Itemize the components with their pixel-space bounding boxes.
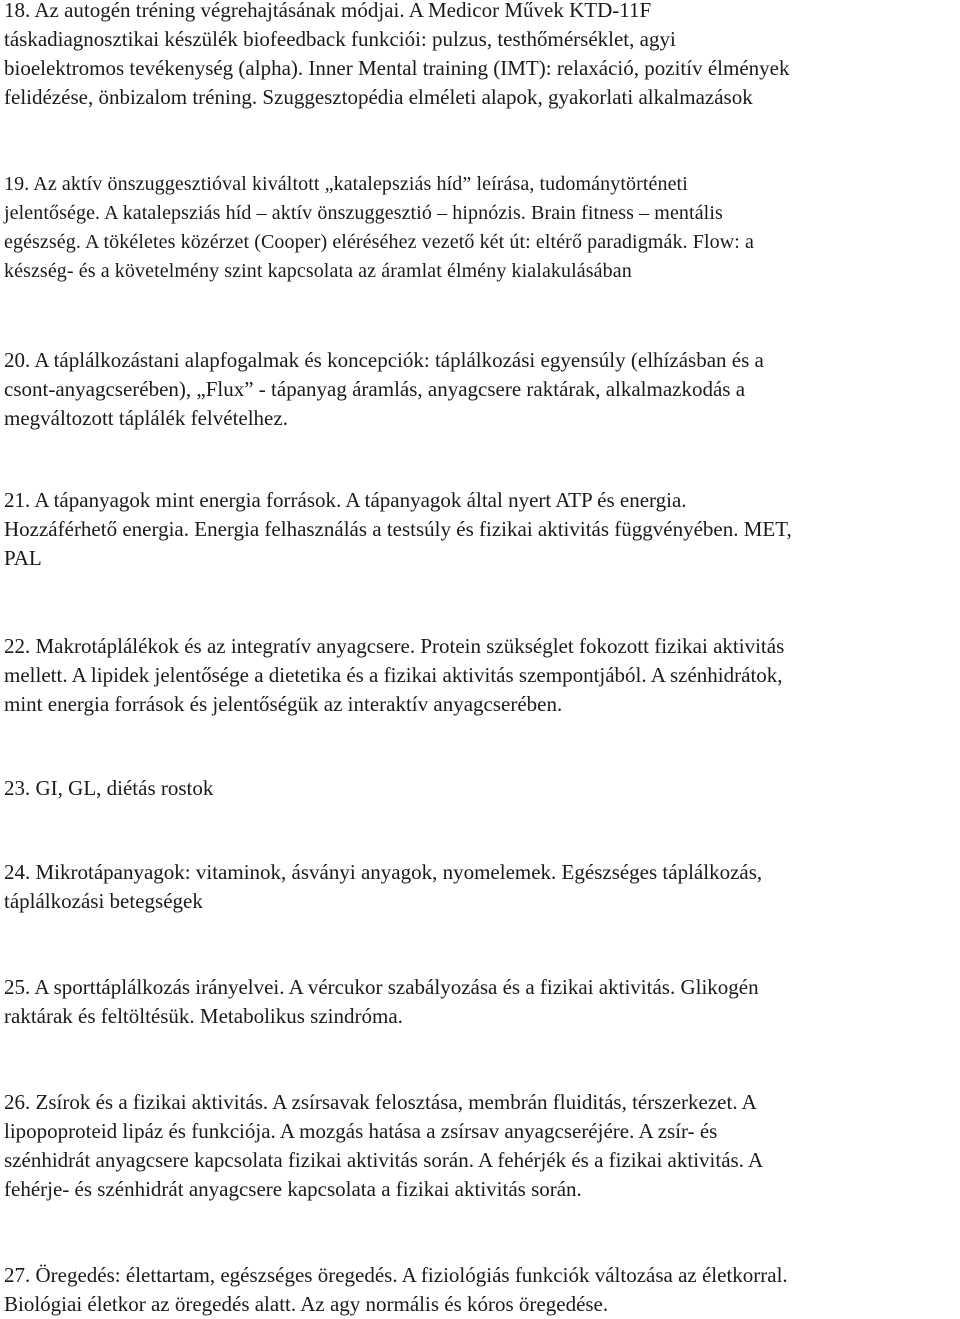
document-page: [4, 0, 956, 1319]
topic-21-line-3: PAL: [4, 546, 42, 570]
topic-25-line-2: raktárak és feltöltésük. Metabolikus szindróma.: [4, 1004, 403, 1028]
topic-21-line-2: Hozzáférhető energia. Energia felhasználás a testsúly és fizikai aktivitás függvényében. MET,: [4, 517, 792, 541]
topic-23-line-1: 23. GI, GL, diétás rostok: [4, 776, 214, 800]
topic-19-line-3: egészség. A tökéletes közérzet (Cooper) eléréséhez vezető két út: eltérő paradigmák. Flow: a: [4, 231, 754, 253]
topic-19-line-4: készség- és a követelmény szint kapcsolata az áramlat élmény kialakulásában: [4, 260, 632, 282]
topic-27-line-2: Biológiai életkor az öregedés alatt. Az agy normális és kóros öregedése.: [4, 1292, 609, 1316]
topic-22: [4, 632, 956, 719]
topic-26-line-3: szénhidrát anyagcsere kapcsolata fizikai aktivitás során. A fehérjék és a fizikai aktivitás. A: [4, 1148, 764, 1172]
topic-24-line-2: táplálkozási betegségek: [4, 889, 203, 913]
topic-20-line-2: csont-anyagcserében), „Flux” - tápanyag áramlás, anyagcsere raktárak, alkalmazkodás a: [4, 377, 746, 401]
topic-20: [4, 346, 956, 433]
topic-18-line-2: táskadiagnosztikai készülék biofeedback funkciói: pulzus, testhőmérséklet, agyi: [4, 27, 676, 51]
topic-23: [4, 774, 956, 803]
topic-22-line-2: mellett. A lipidek jelentősége a dietetika és a fizikai aktivitás szempontjából. A szénhidrátok,: [4, 663, 783, 687]
topic-19-line-2: jelentősége. A katalepsziás híd – aktív önszuggesztió – hipnózis. Brain fitness – mentális: [4, 202, 723, 224]
topic-26-line-1: 26. Zsírok és a fizikai aktivitás. A zsírsavak felosztása, membrán fluiditás, térszerkezet. A: [4, 1090, 757, 1114]
topic-22-line-3: mint energia források és jelentőségük az interaktív anyagcserében.: [4, 692, 563, 716]
topic-26: [4, 1088, 956, 1204]
topic-19-line-1: 19. Az aktív önszuggesztióval kiváltott „katalepsziás híd” leírása, tudománytörténeti: [4, 173, 688, 195]
topic-24-line-1: 24. Mikrotápanyagok: vitaminok, ásványi anyagok, nyomelemek. Egészséges táplálkozás,: [4, 860, 763, 884]
topic-19: [4, 170, 956, 286]
topic-18-line-3: bioelektromos tevékenység (alpha). Inner Mental training (IMT): relaxáció, pozitív élmények: [4, 56, 790, 80]
topic-25-line-1: 25. A sporttáplálkozás irányelvei. A vércukor szabályozása és a fizikai aktivitás. Glikogén: [4, 975, 759, 999]
topic-21: [4, 486, 956, 573]
topic-20-line-1: 20. A táplálkozástani alapfogalmak és koncepciók: táplálkozási egyensúly (elhízásban és a: [4, 348, 764, 372]
topic-27: [4, 1261, 956, 1319]
topic-18-line-4: felidézése, önbizalom tréning. Szuggesztopédia elméleti alapok, gyakorlati alkalmazások: [4, 85, 753, 109]
topic-24: [4, 858, 956, 916]
topic-27-line-1: 27. Öregedés: élettartam, egészséges öregedés. A fiziológiás funkciók változása az életkorral.: [4, 1263, 788, 1287]
topic-20-line-3: megváltozott táplálék felvételhez.: [4, 406, 288, 430]
topic-22-line-1: 22. Makrotáplálékok és az integratív anyagcsere. Protein szükséglet fokozott fizikai aktivitás: [4, 634, 785, 658]
topic-26-line-4: fehérje- és szénhidrát anyagcsere kapcsolata a fizikai aktivitás során.: [4, 1177, 582, 1201]
topic-18: [4, 0, 956, 112]
topic-25: [4, 973, 956, 1031]
topic-21-line-1: 21. A tápanyagok mint energia források. A tápanyagok által nyert ATP és energia.: [4, 488, 687, 512]
topic-26-line-2: lipopoproteid lipáz és funkciója. A mozgás hatása a zsírsav anyagcseréjére. A zsír- és: [4, 1119, 718, 1143]
topic-18-line-1: 18. Az autogén tréning végrehajtásának módjai. A Medicor Művek KTD-11F: [4, 0, 652, 22]
